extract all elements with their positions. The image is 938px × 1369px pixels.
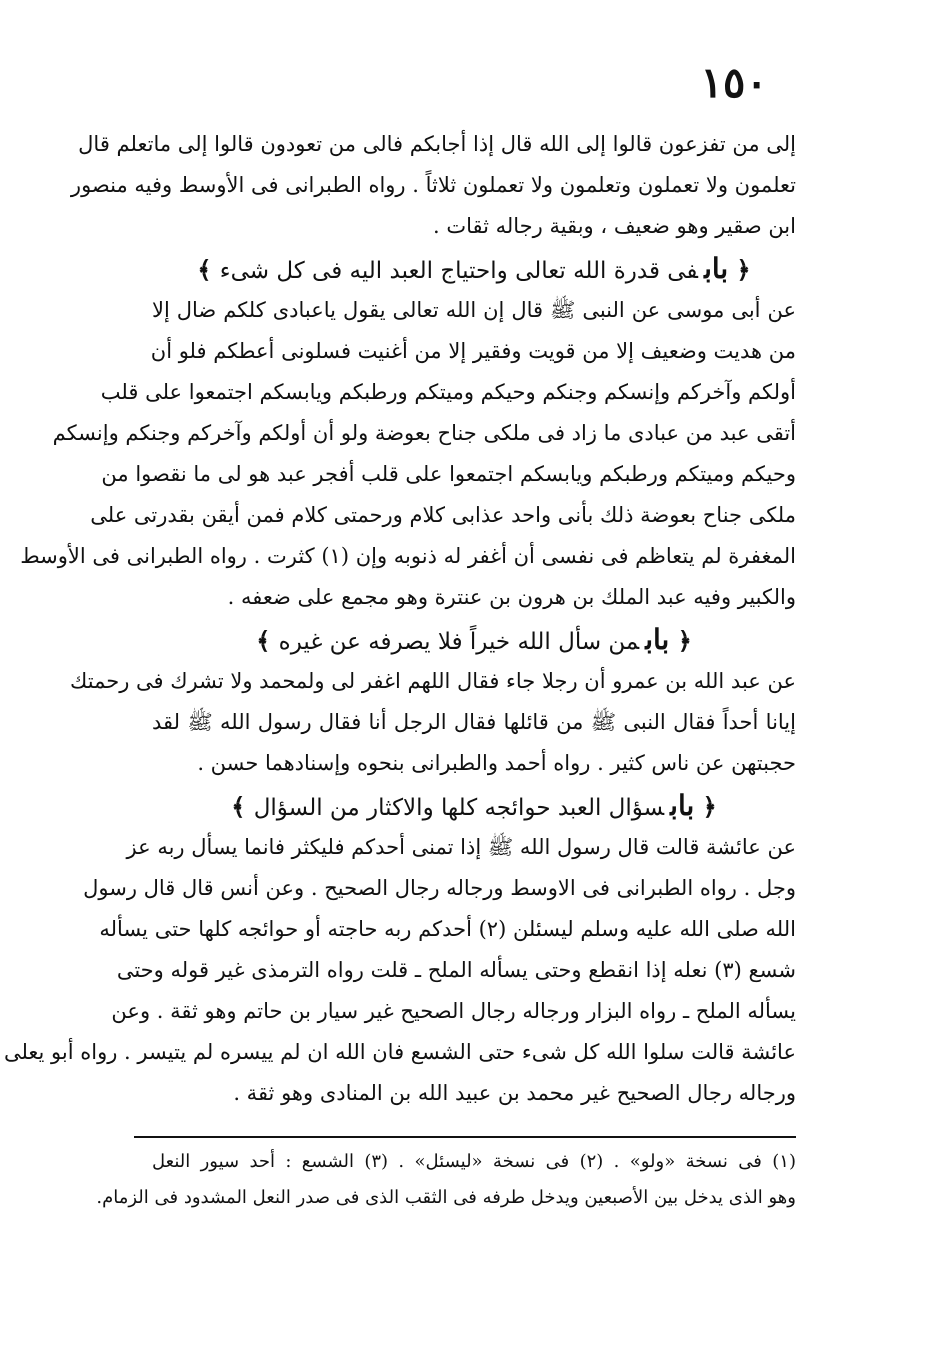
heading-bracket-close: ﴾ — [231, 792, 254, 821]
text-line: وحيكم وميتكم ورطبكم ويابسكم اجتمعوا على قلب أفجر عبد هو لى ما نقصوا من — [101, 462, 796, 486]
page-number: ١٥٠ — [700, 58, 768, 107]
body-text — [3, 124, 796, 1114]
text-line: عائشة قالت سلوا الله كل شىء حتى الشسع فان الله ان لم ييسره لم يتيسر . رواه أبو يعلى — [3, 1040, 796, 1064]
text-line: عن عائشة قالت قال رسول الله ﷺ إذا تمنى أحدكم فليكثر فانما يسأل ربه عز — [126, 835, 796, 859]
text-line: أتقى عبد من عبادى ما زاد فى ملكى جناح بعوضة ولو أن أولكم وآخركم وجنكم وإنسكم — [52, 421, 796, 445]
text-line: ورجاله رجال الصحيح غير محمد بن عبيد الله بن المنادى وهو ثقة . — [233, 1081, 796, 1105]
footnotes — [96, 1144, 796, 1216]
heading-bracket-open: ﴿ — [728, 255, 751, 284]
footnote-divider — [134, 1136, 796, 1138]
heading-bracket-close: ﴾ — [197, 255, 220, 284]
chapter-heading — [152, 784, 796, 827]
text-line: حجبتهن عن ناس كثير . رواه أحمد والطبرانى بنحوه وإسنادهما حسن . — [197, 751, 796, 775]
text-line: المغفرة لم يتعاظم فى نفسى أن أغفر له ذنوبه وإن (١) كثرت . رواه الطبرانى فى الأوسط — [20, 544, 796, 568]
text-line: والكبير وفيه عبد الملك بن هرون بن عنترة وهو مجمع على ضعفه . — [227, 585, 796, 609]
chapter-heading — [152, 247, 796, 290]
text-line: شسع (٣) نعله إذا انقطع وحتى يسأله الملح ـ قلت رواه الترمذى غير قوله وحتى — [116, 958, 796, 982]
text-line: وجل . رواه الطبرانى فى الاوسط ورجاله رجال الصحيح . وعن أنس قال قال رسول — [83, 876, 796, 900]
text-line: عن عبد الله بن عمرو أن رجلا جاء فقال اللهم اغفر لى ولمحمد ولا تشرك فى رحمتك — [70, 669, 796, 693]
text-line: إلى من تفزعون قالوا إلى الله قال إذا أجابكم فالى من تعودون قالوا إلى ماتعلم قال — [78, 132, 796, 156]
text-line: من هديت وضعيف إلا من قويت وفقير إلا من أغنيت فسلونى أعطكم فلو أن — [150, 339, 796, 363]
text-line: ابن صقير وهو ضعيف ، وبقية رجاله ثقات . — [432, 214, 796, 238]
text-line: يسأله الملح ـ رواه البزار ورجاله رجال الصحيح غير سيار بن حاتم وهو ثقة . وعن — [111, 999, 796, 1023]
footnote-line: (١) فى نسخة «ولو» . (٢) فى نسخة «ليسئل» . (٣) الشسع : أحد سيور النعل — [152, 1151, 796, 1172]
heading-bab-word: باب — [704, 252, 729, 285]
text-line: تعلمون ولا تعملون وتعلمون ولا تعملون ثلاثاً . رواه الطبرانى فى الأوسط وفيه منصور — [70, 173, 796, 197]
chapter-heading — [152, 618, 796, 661]
text-line: إيانا أحداً فقال النبى ﷺ من قائلها فقال الرجل أنا فقال رسول الله ﷺ لقد — [152, 710, 796, 734]
heading-bab-word: باب — [670, 789, 695, 822]
heading-bracket-close: ﴾ — [256, 626, 279, 655]
heading-bab-word: باب — [645, 623, 670, 656]
text-line: ملكى جناح بعوضة ذلك بأنى واحد عذابى كلام ورحمتى كلام فمن أيقن بقدرتى على — [90, 503, 796, 527]
heading-title: سؤال العبد حوائجه كلها والاكثار من السؤال — [253, 795, 665, 821]
heading-title: من سأل الله خيراً فلا يصرفه عن غيره — [278, 629, 640, 655]
heading-bracket-open: ﴿ — [694, 792, 717, 821]
heading-title: فى قدرة الله تعالى واحتياج العبد اليه فى كل شىء — [219, 258, 699, 284]
footnote-line: وهو الذى يدخل بين الأصبعين ويدخل طرفه فى الثقب الذى فى صدر النعل المشدود فى الزمام. — [96, 1187, 796, 1208]
text-line: عن أبى موسى عن النبى ﷺ قال إن الله تعالى يقول ياعبادى كلكم ضال إلا — [152, 298, 796, 322]
heading-bracket-open: ﴿ — [669, 626, 692, 655]
text-line: الله صلى الله عليه وسلم ليسئلن (٢) أحدكم ربه حاجته أو حوائجه كلها حتى يسأله — [99, 917, 796, 941]
text-line: أولكم وآخركم وإنسكم وجنكم وحيكم وميتكم ورطبكم ويابسكم اجتمعوا على قلب — [100, 380, 796, 404]
